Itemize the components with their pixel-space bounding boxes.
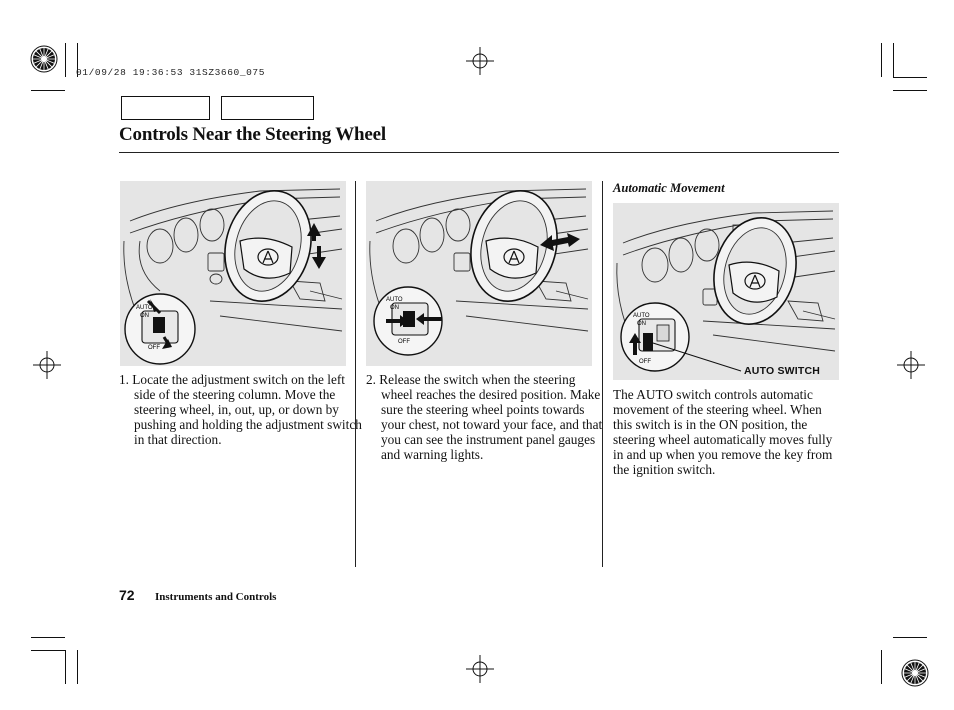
section-heading: Automatic Movement [613,181,725,195]
starburst-register-icon [901,659,929,687]
crop-mark [881,650,882,684]
crop-mark [881,43,882,77]
crop-mark [893,43,894,77]
steering-release-figure [366,181,592,366]
off-label: OFF [639,359,651,365]
auto-switch-figure [613,203,839,380]
registration-target-icon [466,47,494,75]
chapter-tab-box [121,96,210,120]
crop-mark [31,90,65,91]
off-label: OFF [148,345,160,351]
auto-label: AUTO [633,313,650,319]
crop-mark [893,637,927,638]
registration-target-icon [897,351,925,379]
footer-section-name: Instruments and Controls [155,591,277,603]
registration-target-icon [466,655,494,683]
auto-label: AUTO [386,297,403,303]
on-label: ON [140,313,149,319]
on-label: ON [390,305,399,311]
step-2-text: 2. Release the switch when the steering wheel reaches the desired position. Make sure the steering wheel points towards your chest, not toward your face, and that you can see the instrument panel gauges and warning lights. [366,372,603,462]
off-label: OFF [398,339,410,345]
crop-mark [65,650,66,684]
step-1-text: 1. Locate the adjustment switch on the left side of the steering column. Move the steering wheel, in, out, up, or down by pushing and holding the adjustment switch in that direction. [119,372,362,447]
crop-mark [31,637,65,638]
print-timestamp: 01/09/28 19:36:53 31SZ3660_075 [76,67,266,78]
starburst-register-icon [30,45,58,73]
chapter-tab-box [221,96,314,120]
registration-target-icon [33,351,61,379]
auto-label: AUTO [136,305,153,311]
crop-mark [65,43,66,77]
auto-switch-label: AUTO SWITCH [744,365,821,377]
title-rule [119,152,839,153]
crop-mark [893,77,927,78]
crop-mark [893,90,927,91]
steering-adjust-figure [120,181,346,366]
auto-movement-paragraph: The AUTO switch controls automatic movement of the steering wheel. When this switch is in the ON position, the steering wheel automatically moves fully in and up when you remove the key from the ignition switch. [613,387,833,477]
on-label: ON [637,321,646,327]
crop-mark [77,650,78,684]
crop-mark [31,650,65,651]
page-title: Controls Near the Steering Wheel [119,124,386,145]
page-number: 72 [119,587,135,603]
